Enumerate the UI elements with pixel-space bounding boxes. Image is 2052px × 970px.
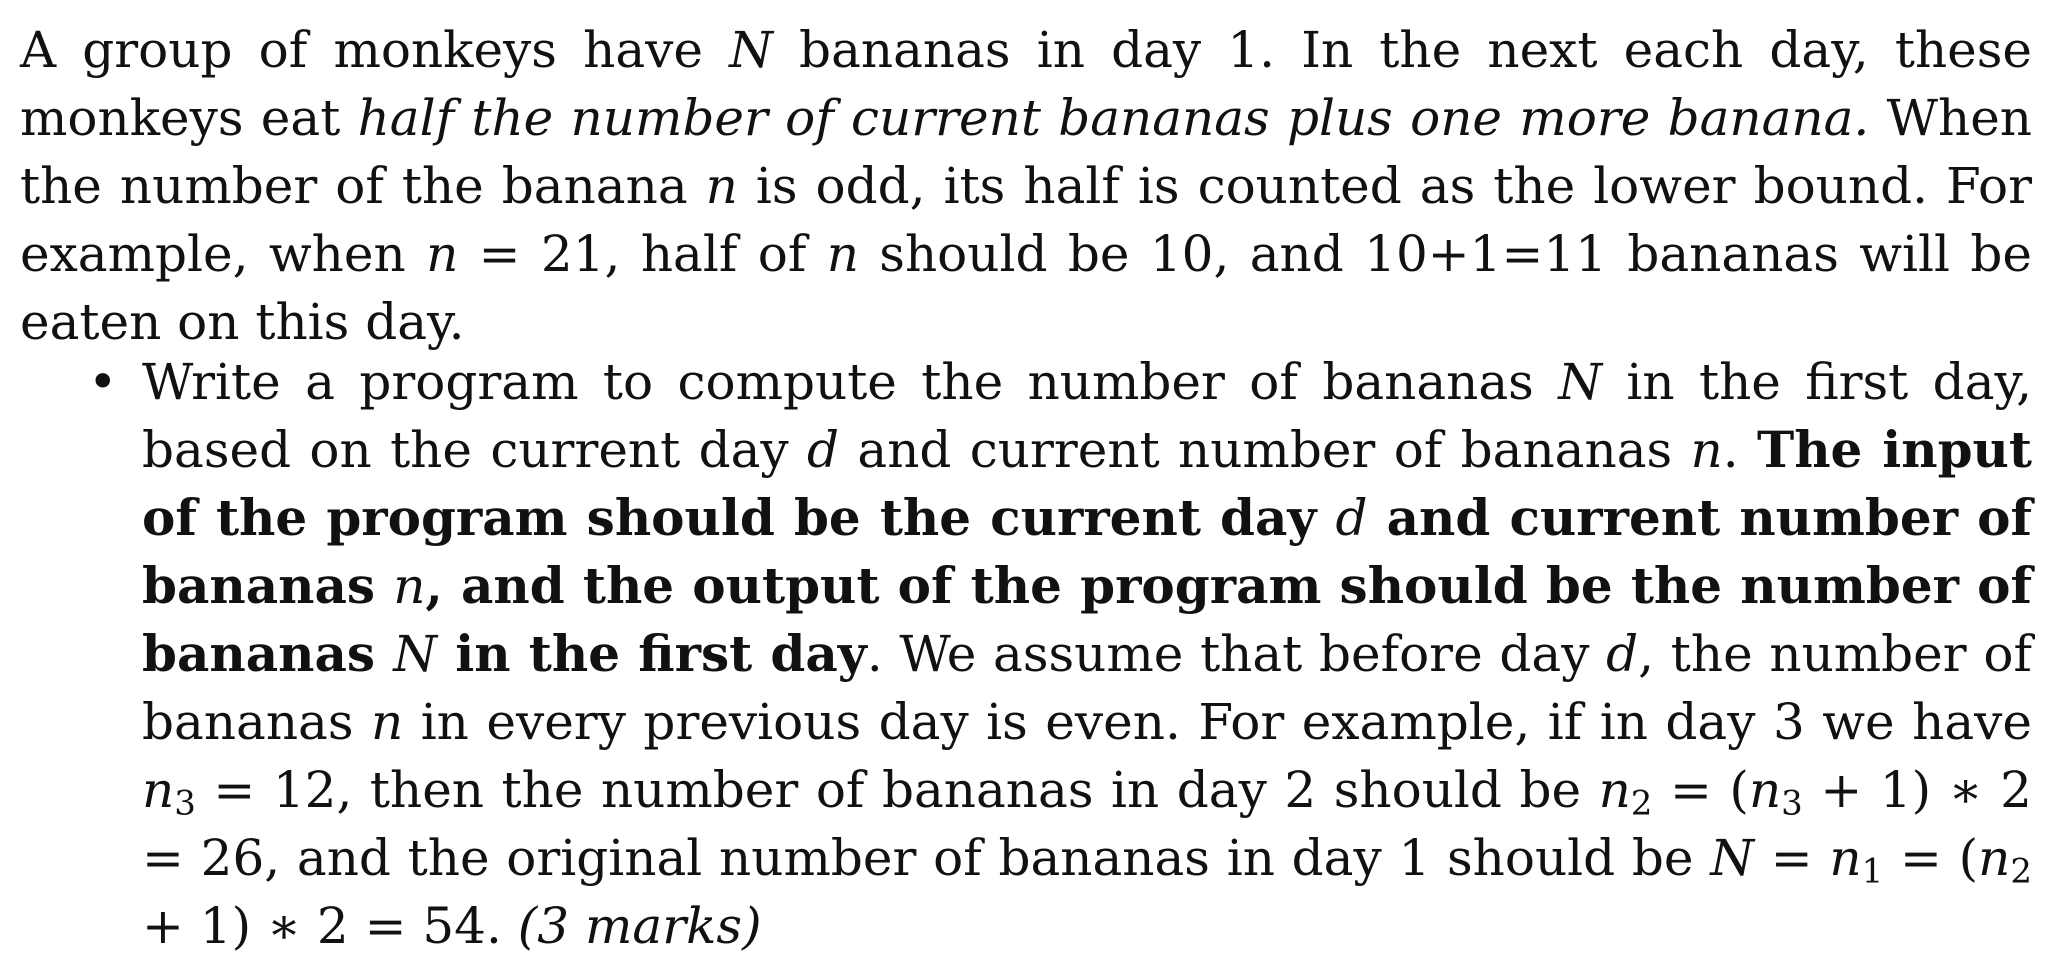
bold-text: , and the output of the program should be the number of bananas: [142, 556, 2033, 683]
math-var-d: d: [1606, 625, 1639, 683]
bold-text: and current number of bananas: [142, 488, 2033, 615]
text-run: .: [1722, 421, 1757, 479]
bullet-marker: •: [88, 353, 118, 411]
math-var-N: N: [729, 21, 773, 79]
text-run: = 12, then the number of bananas in day 2 should be: [195, 761, 1599, 819]
math-subscript: 3: [1781, 783, 1803, 824]
math-subscript: 2: [2010, 851, 2032, 892]
math-var-n: n: [1829, 829, 1862, 887]
text-run: bananas in day 1. In the next each day, these monkeys eat: [20, 21, 2033, 147]
text-run: When the number of the banana: [20, 89, 2032, 215]
math-var-n: n: [142, 761, 175, 819]
text-run: , the number of bananas: [142, 625, 2032, 751]
math-var-n: n: [826, 225, 859, 283]
math-var-n: n: [1978, 829, 2011, 887]
math-subscript: 2: [1630, 783, 1653, 824]
text-run: . We assume that before day: [866, 625, 1607, 683]
math-subscript: 3: [174, 783, 196, 824]
math-var-n: n: [705, 157, 738, 215]
text-run: Write a program to compute the number of bananas: [142, 353, 1559, 411]
text-run: = 21, half of: [458, 225, 827, 283]
math-var-n: n: [1748, 761, 1782, 819]
bold-text: The input of the program should be the current day: [142, 420, 2032, 547]
text-run: and current number of bananas: [839, 421, 1691, 479]
math-var-n: n: [1690, 421, 1723, 479]
math-var-d: d: [1335, 489, 1368, 547]
text-run: + 1) ∗ 2 = 54.: [142, 897, 518, 955]
math-var-N: N: [393, 625, 437, 683]
math-subscript: 1: [1861, 851, 1884, 892]
text-run: = (: [1652, 761, 1749, 819]
text-run: in the first day, based on the current day: [142, 353, 2032, 479]
math-var-n: n: [426, 225, 459, 283]
text-run: = (: [1883, 829, 1979, 887]
emphasis-text: half the number of current bananas plus one more banana.: [357, 89, 1870, 147]
text-run: =: [1754, 829, 1830, 887]
bold-text: in the first day: [436, 624, 867, 683]
bullet-item-task: [142, 348, 2032, 960]
math-var-d: d: [807, 421, 840, 479]
math-var-n: n: [393, 557, 426, 615]
text-run: + 1) ∗ 2 = 26, and the original number of bananas in day 1 should be: [142, 761, 2032, 887]
text-run: in every previous day is even. For example, if in day 3 we have: [403, 693, 2032, 751]
text-run: should be 10, and 10+1=11 bananas will be eaten on this day.: [20, 225, 2032, 351]
marks-note: (3 marks): [517, 897, 762, 955]
text-run: is odd, its half is counted as the lower bound. For example, when: [20, 157, 2033, 283]
math-var-N: N: [1710, 829, 1755, 887]
problem-intro-paragraph: [20, 16, 2032, 356]
math-var-n: n: [371, 693, 404, 751]
text-run: A group of monkeys have: [20, 21, 730, 79]
math-var-N: N: [1558, 353, 1602, 411]
math-var-n: n: [1598, 761, 1631, 819]
